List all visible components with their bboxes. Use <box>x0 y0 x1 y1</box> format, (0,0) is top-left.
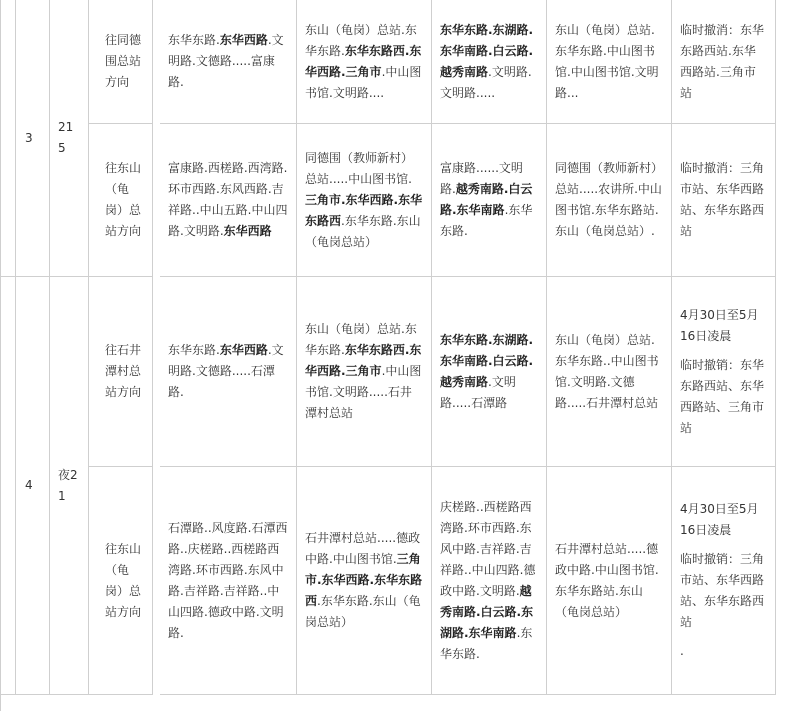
table-left-border <box>0 0 1 711</box>
text-segment: .东华东路. <box>440 625 533 661</box>
text-segment: 东山（龟岗）总站.东华东路.中山图书馆.中山图书馆.文明路... <box>555 22 659 100</box>
adjusted-route <box>432 124 547 277</box>
notes-date: 4月30日至5月16日凌晨 <box>680 502 759 537</box>
notes <box>672 277 776 467</box>
text-segment: .文明路.文德路.....石潭路. <box>168 343 284 399</box>
text-segment: 东山（龟岗）总站.东华东路. <box>305 322 417 357</box>
blank-cell <box>0 0 16 277</box>
text-segment: 东华东路西.东华西路.三角市 <box>305 343 422 378</box>
row-number: 3 <box>16 0 50 277</box>
original-route <box>160 0 297 124</box>
adjusted-route <box>432 277 547 467</box>
text-segment: .中山图书馆.文明路.... <box>305 64 422 100</box>
notes <box>672 124 776 277</box>
notes-text: 临时撤消：东华东路西站.东华西路站.三角市站 <box>680 22 765 100</box>
adjusted-route <box>432 0 547 124</box>
text-segment: 富康路.西槎路.西湾路.环市西路.东风西路.吉祥路..中山五路.中山四路.文明路. <box>168 161 288 238</box>
text-segment: .文明路.文明路..... <box>440 64 532 100</box>
text-segment: 东华西路 <box>223 224 272 238</box>
direction-label: 往东山（龟岗）总站方向 <box>89 124 153 277</box>
route-number: 215 <box>50 0 89 277</box>
text-segment: 东华西路 <box>219 343 268 357</box>
text-segment: 石井潭村总站.....德政中路.中山图书馆.东华东路站.东山（龟岗总站） <box>555 541 659 619</box>
notes <box>672 467 776 695</box>
text-segment: 富康路......文明路. <box>440 161 523 196</box>
original-stops <box>297 467 432 695</box>
route-number: 夜21 <box>50 277 89 695</box>
notes-text: 临时撤销：三角市站、东华西路站、东华东路西站 <box>680 552 765 629</box>
adjusted-stops <box>547 277 672 467</box>
text-segment: 东华西路 <box>219 33 268 47</box>
original-route <box>160 124 297 277</box>
direction-label: 往同德围总站方向 <box>89 0 153 124</box>
text-segment: .东华东路. <box>440 203 533 238</box>
text-segment: 东山（龟岗）总站.东华东路..中山图书馆.文明路.文德路.....石井潭村总站 <box>555 332 659 410</box>
text-segment: .东华东路.东山（龟岗总站） <box>305 594 421 629</box>
text-segment: 东山（龟岗）总站.东华东路. <box>305 22 417 58</box>
text-segment: .东华东路.东山（龟岗总站） <box>305 213 421 249</box>
text-segment: 石井潭村总站.....德政中路.中山图书馆. <box>305 531 421 566</box>
text-segment: 同德围（教师新村）总站.....农讲所.中山图书馆.东华东路站.东山（龟岗总站）. <box>555 161 664 238</box>
text-segment: .文明路.....石潭路 <box>440 374 516 410</box>
notes <box>672 0 776 124</box>
original-stops <box>297 277 432 467</box>
text-segment: 三角市.东华西路.东华东路西 <box>305 192 423 228</box>
notes-text: 临时撤销：东华东路西站、东华西路站、三角市站 <box>680 357 765 435</box>
notes-text: 临时撤消：三角市站、东华西路站、东华东路西站 <box>680 161 765 238</box>
adjusted-stops <box>547 124 672 277</box>
text-segment: 东华东路西.东华西路.三角市 <box>305 43 422 79</box>
original-stops <box>297 124 432 277</box>
text-segment: 庆槎路..西槎路西湾路.环市西路.东风中路.吉祥路.吉祥路..中山四路.德政中路.文明路. <box>440 499 536 598</box>
original-route <box>160 467 297 695</box>
text-segment: 石潭路..风度路.石潭西路..庆槎路..西槎路西湾路.环市西路.东风中路.吉祥路.吉祥路..中山四路.德政中路.文明路. <box>168 520 288 640</box>
notes-date: 4月30日至5月16日凌晨 <box>680 307 759 343</box>
original-stops <box>297 0 432 124</box>
text-segment: 越秀南路.白云路.东湖路.东华南路 <box>440 583 534 640</box>
text-segment: 越秀南路.白云路.东华南路 <box>440 182 533 217</box>
text-segment: 东华东路.东湖路.东华南路.白云路.越秀南路 <box>440 22 534 79</box>
text-segment: .文明路.文德路.....富康路. <box>168 33 284 89</box>
original-route <box>160 277 297 467</box>
text-segment: 东华东路.东湖路.东华南路.白云路.越秀南路 <box>440 332 534 389</box>
direction-label: 往东山（龟岗）总站方向 <box>89 467 153 695</box>
adjusted-route <box>432 467 547 695</box>
text-segment: .中山图书馆.文明路.....石井潭村总站 <box>305 364 422 420</box>
adjusted-stops <box>547 0 672 124</box>
notes-trailing: . <box>680 644 684 658</box>
text-segment: 东华东路. <box>168 343 220 357</box>
text-segment: 东华东路. <box>168 33 220 47</box>
adjusted-stops <box>547 467 672 695</box>
text-segment: 三角市.东华西路.东华东路西 <box>305 552 423 608</box>
direction-label: 往石井潭村总站方向 <box>89 277 153 467</box>
text-segment: 同德围（教师新村）总站.....中山图书馆. <box>305 150 414 186</box>
blank-cell <box>0 277 16 695</box>
row-number: 4 <box>16 277 50 695</box>
